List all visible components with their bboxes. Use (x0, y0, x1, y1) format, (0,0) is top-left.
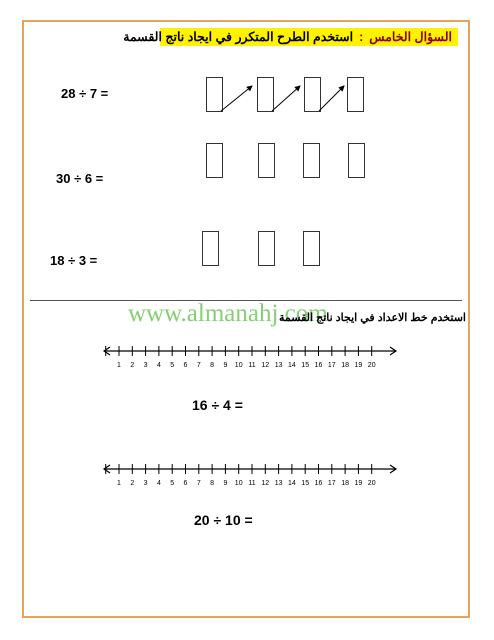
number-line-tick-label: 4 (156, 362, 161, 369)
number-line-tick-label: 2 (130, 480, 135, 487)
number-line-tick-label: 5 (170, 362, 175, 369)
question-label: السؤال الخامس (369, 30, 452, 44)
number-line-tick-label: 7 (196, 362, 201, 369)
number-line-tick-label: 15 (301, 362, 310, 369)
number-line-tick-label: 9 (223, 362, 228, 369)
number-line-1-expression: 16 ÷ 4 = (192, 397, 243, 413)
number-line-tick-label: 16 (314, 480, 323, 487)
number-line-instruction: استخدم خط الاعداد في ايجاد ناتج القسمة (279, 312, 466, 324)
number-line-tick-label: 12 (261, 362, 270, 369)
number-line-tick-label: 2 (130, 362, 135, 369)
number-line-tick-label: 9 (223, 480, 228, 487)
number-line-tick-label: 6 (183, 362, 188, 369)
number-line-tick-label: 14 (288, 480, 296, 487)
question-instruction: استخدم الطرح المتكرر في ايجاد ناتج القسمة (123, 30, 354, 44)
number-line-tick-label: 5 (170, 480, 175, 487)
watermark: www.almanahj.com (128, 300, 328, 327)
number-line-tick-label: 1 (117, 362, 121, 369)
number-line-2-expression: 20 ÷ 10 = (194, 512, 253, 528)
number-line-tick-label: 20 (367, 362, 376, 369)
number-line-tick-label: 12 (261, 480, 270, 487)
question-separator: : (359, 30, 364, 44)
number-line-tick-label: 15 (301, 480, 310, 487)
number-line-tick-label: 10 (234, 480, 243, 487)
number-line-tick-label: 18 (341, 362, 349, 369)
number-line-tick-label: 10 (234, 362, 243, 369)
number-line-tick-label: 6 (183, 480, 188, 487)
number-line-tick-label: 3 (143, 480, 148, 487)
number-line-tick-label: 13 (274, 362, 283, 369)
number-line-tick-label: 7 (196, 480, 201, 487)
number-line-tick-label: 20 (367, 480, 376, 487)
problem-3-expression: 18 ÷ 3 = (50, 253, 98, 268)
number-line-tick-label: 13 (274, 480, 283, 487)
number-line-tick-label: 1 (117, 480, 121, 487)
number-line-tick-label: 18 (341, 480, 349, 487)
number-line-tick-label: 19 (354, 362, 363, 369)
number-line-tick-label: 3 (143, 362, 148, 369)
number-line-tick-label: 19 (354, 480, 363, 487)
problem-1-expression: 28 ÷ 7 = (61, 86, 109, 101)
problem-2-expression: 30 ÷ 6 = (56, 171, 104, 186)
number-line-tick-label: 17 (327, 362, 336, 369)
number-line-tick-label: 17 (327, 480, 336, 487)
number-line-tick-label: 14 (288, 362, 296, 369)
number-line-tick-label: 8 (210, 362, 215, 369)
number-line-tick-label: 8 (210, 480, 215, 487)
number-line-tick-label: 11 (248, 362, 256, 369)
number-line-tick-label: 16 (314, 362, 323, 369)
number-line-tick-label: 4 (156, 480, 161, 487)
number-line-tick-label: 11 (248, 480, 256, 487)
